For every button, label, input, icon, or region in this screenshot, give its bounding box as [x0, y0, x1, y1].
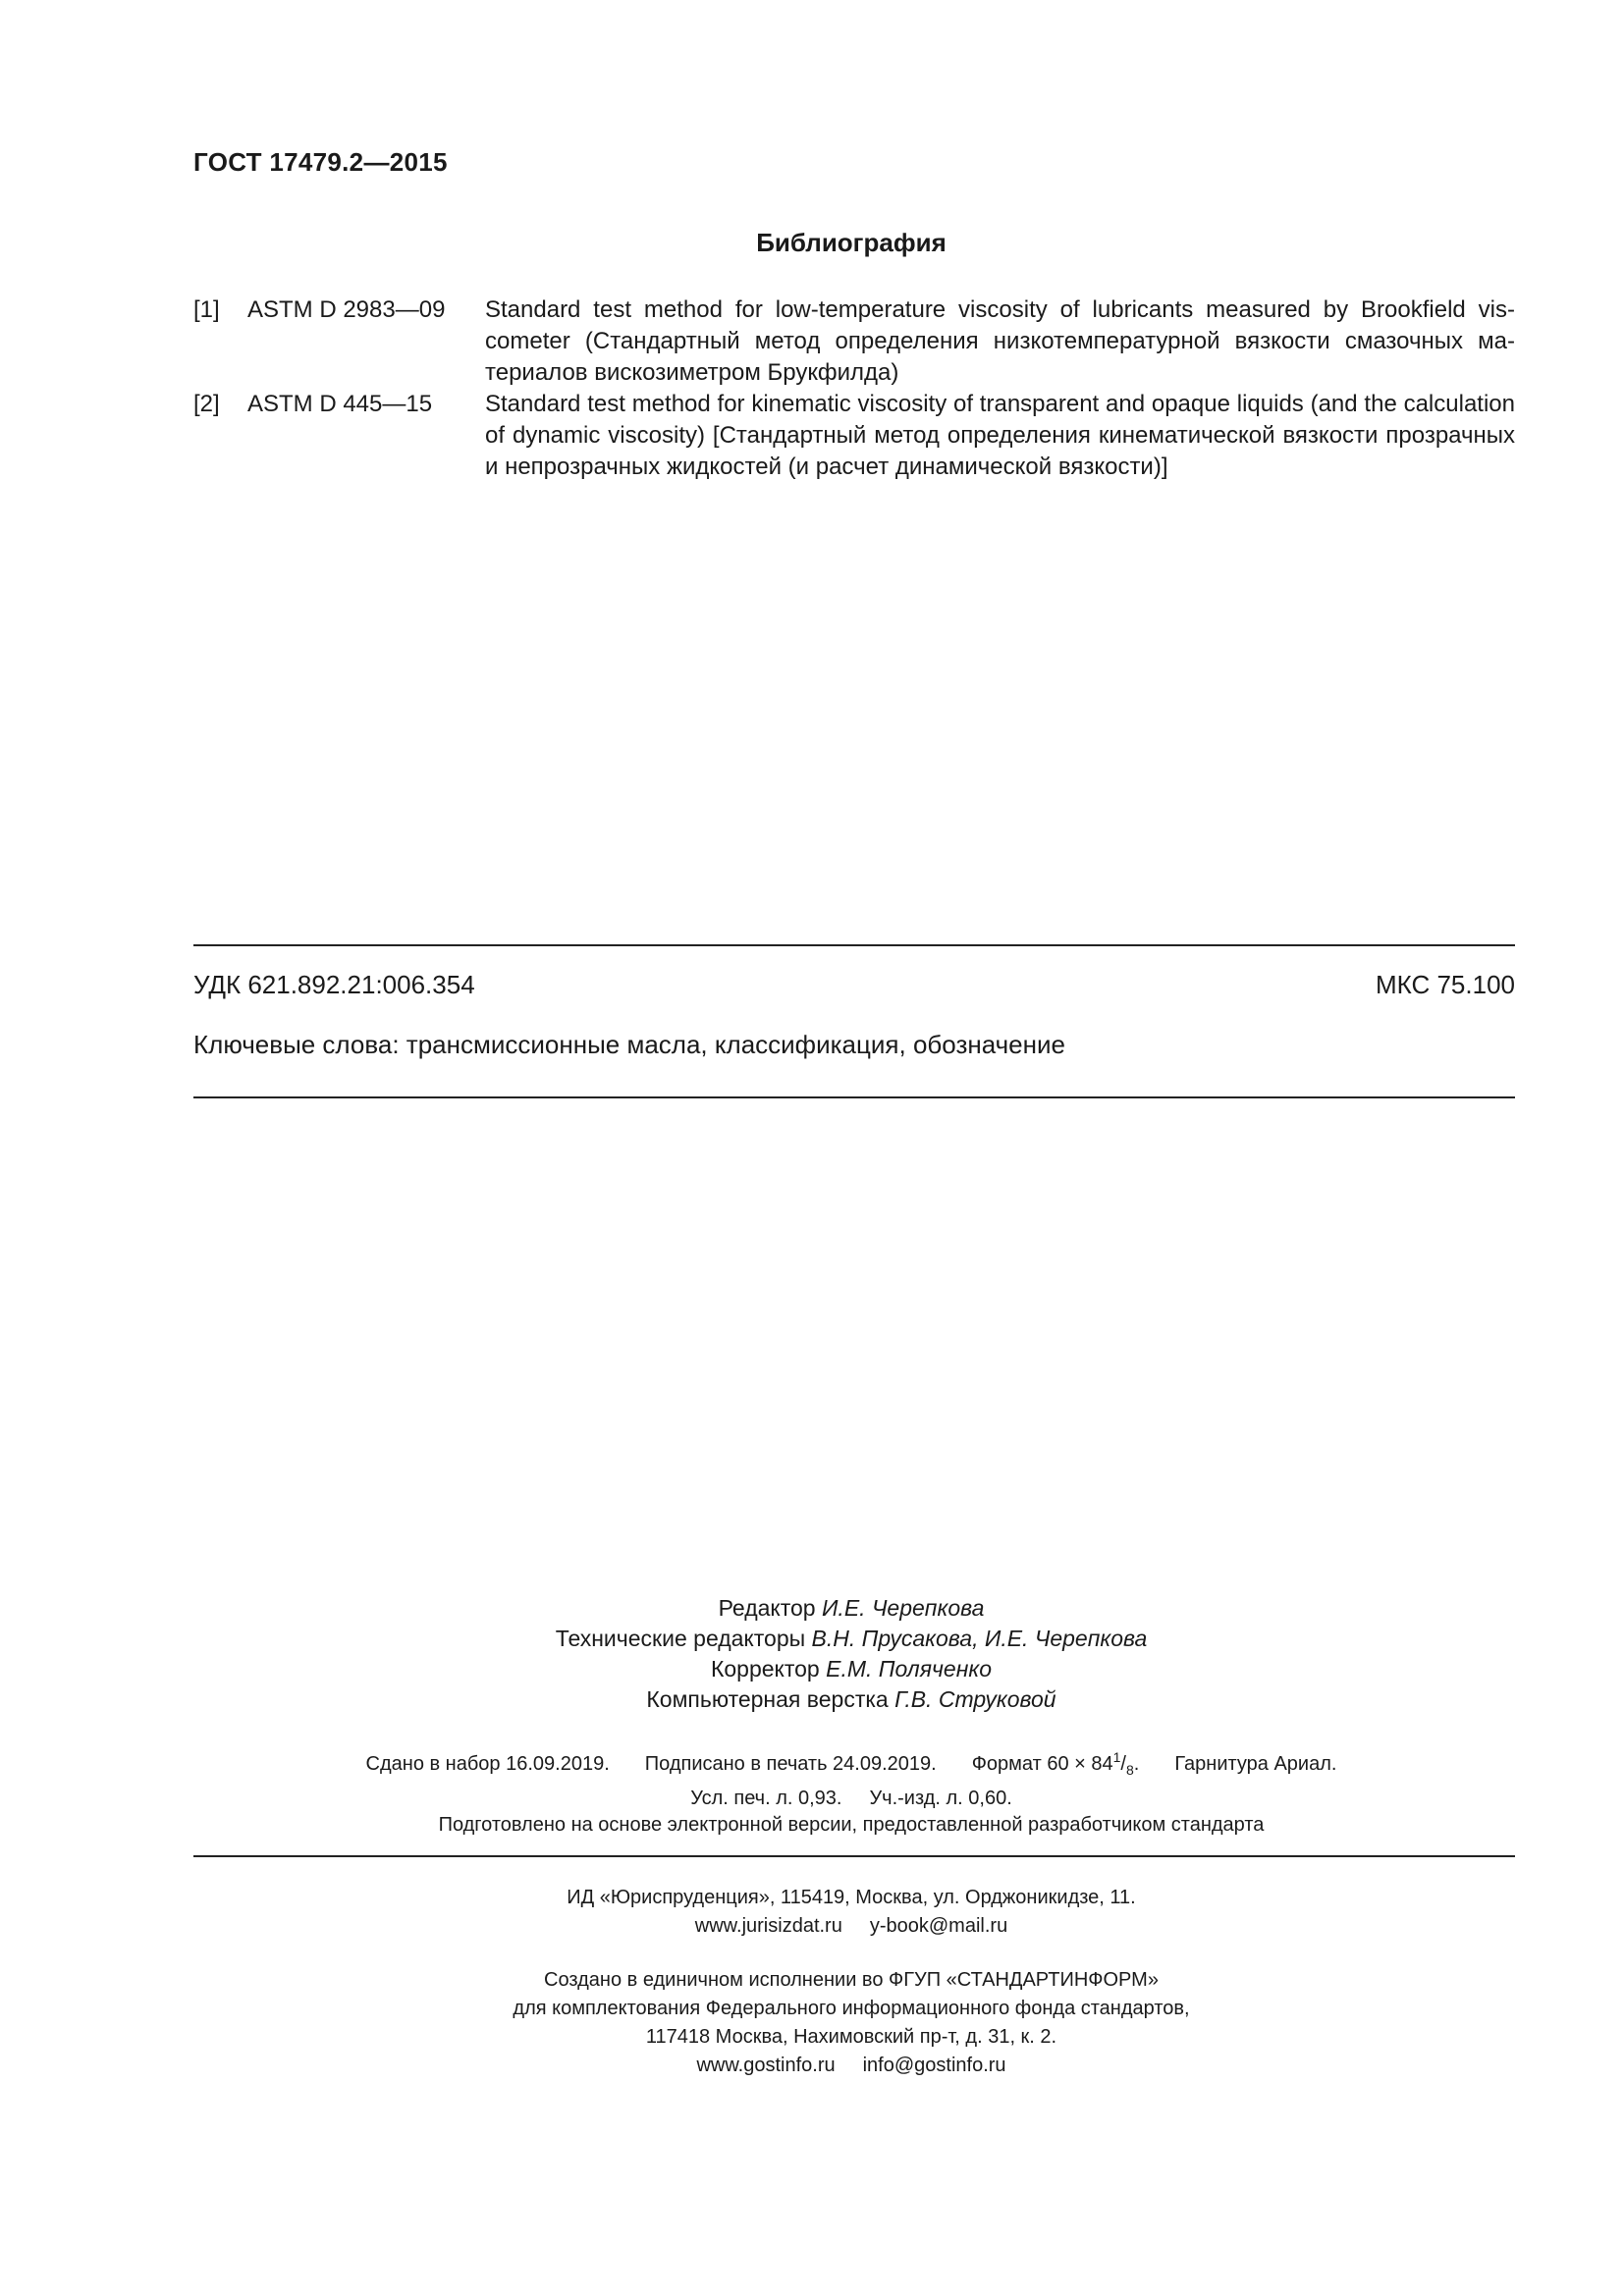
format: Формат $60 \times 84^1/_8$.	[971, 1749, 1140, 1778]
divider-bottom	[193, 1096, 1515, 1098]
publisher-website[interactable]: www.jurisizdat.ru	[694, 1915, 842, 1937]
entry-code: ASTM D 445—15	[247, 391, 433, 417]
creator-line-2: для комплектования Федерального информационного фонда стандартов,	[513, 1998, 1190, 2019]
credit-corrector: Корректор Е.М. Поляченко	[710, 1656, 993, 1682]
entry-text: Standard test method for kinematic viscosity of transparent and opaque liquids (and the calculation of dynamic viscosity) [Стандартный метод определения кинематической вязкости прозрачных и непрозрачных жидкостей (и расчет динамической вязкости)]	[485, 391, 1515, 480]
imprint-line-1	[79, 1743, 1624, 1785]
divider-imprint	[193, 1855, 1515, 1857]
credit-layout: Компьютерная верстка Г.В. Струковой	[646, 1686, 1056, 1712]
creator-website[interactable]: www.gostinfo.ru	[696, 2055, 836, 2076]
udk-code: УДК 621.892.21:006.354	[193, 970, 475, 999]
bibliography-entry	[193, 389, 1515, 483]
imprint-line-2	[79, 1785, 1624, 1813]
standard-number: ГОСТ 17479.2—2015	[193, 147, 448, 177]
creator-line-3: 117418 Москва, Нахимовский пр-т, д. 31, к. 2.	[645, 2026, 1057, 2048]
creator-contacts	[79, 2052, 1624, 2080]
corrector-name: Е.М. Поляченко	[826, 1656, 993, 1682]
publisher-address: ИД «Юриспруденция», 115419, Москва, ул. Орджоникидзе, 11.	[567, 1887, 1136, 1908]
creator-line-1: Создано в единичном исполнении во ФГУП «СТАНДАРТИНФОРМ»	[544, 1969, 1159, 1991]
signed-date: Подписано в печать 24.09.2019.	[644, 1753, 937, 1775]
mks-code: МКС 75.100	[1375, 970, 1515, 999]
creator-email[interactable]: info@gostinfo.ru	[862, 2055, 1006, 2076]
publisher-email[interactable]: y-book@mail.ru	[869, 1915, 1008, 1937]
pub-sheets: Уч.-изд. л. 0,60.	[869, 1788, 1012, 1809]
layout-name: Г.В. Струковой	[894, 1686, 1056, 1712]
credit-tech-editors: Технические редакторы В.Н. Прусакова, И.Е. Черепкова	[555, 1626, 1148, 1651]
entry-number: [2]	[193, 391, 220, 417]
credits-block	[0, 1593, 1624, 1715]
entry-text: Standard test method for low-temperature viscosity of lubricants measured by Brookfield viscometer (Стандартный метод определения низкотемпературной вязкости смазочных материалов вискозиметром Брукфилда)	[485, 296, 1515, 386]
prepared-note: Подготовлено на основе электронной версии, предоставленной разработчиком стандарта	[438, 1814, 1265, 1836]
typeface: Гарнитура Ариал.	[1174, 1753, 1337, 1775]
publisher-contacts	[79, 1912, 1624, 1941]
entry-code: ASTM D 2983—09	[247, 296, 446, 323]
bibliography-title: Библиография	[756, 228, 947, 257]
bibliography-list	[193, 294, 1515, 483]
publisher-block	[0, 1884, 1624, 1941]
credit-editor: Редактор И.Е. Черепкова	[718, 1595, 985, 1621]
submitted-date: Сдано в набор 16.09.2019.	[365, 1753, 610, 1775]
creator-block	[0, 1966, 1624, 2080]
tech-editors-names: В.Н. Прусакова, И.Е. Черепкова	[811, 1626, 1148, 1651]
divider-top	[193, 944, 1515, 946]
bibliography-entry	[193, 294, 1515, 389]
entry-number: [1]	[193, 296, 220, 323]
editor-name: И.Е. Черепкова	[821, 1595, 985, 1621]
imprint-block	[0, 1743, 1624, 1813]
keywords: Ключевые слова: трансмиссионные масла, классификация, обозначение	[193, 1030, 1065, 1059]
print-sheets: Усл. печ. л. 0,93.	[690, 1788, 842, 1809]
